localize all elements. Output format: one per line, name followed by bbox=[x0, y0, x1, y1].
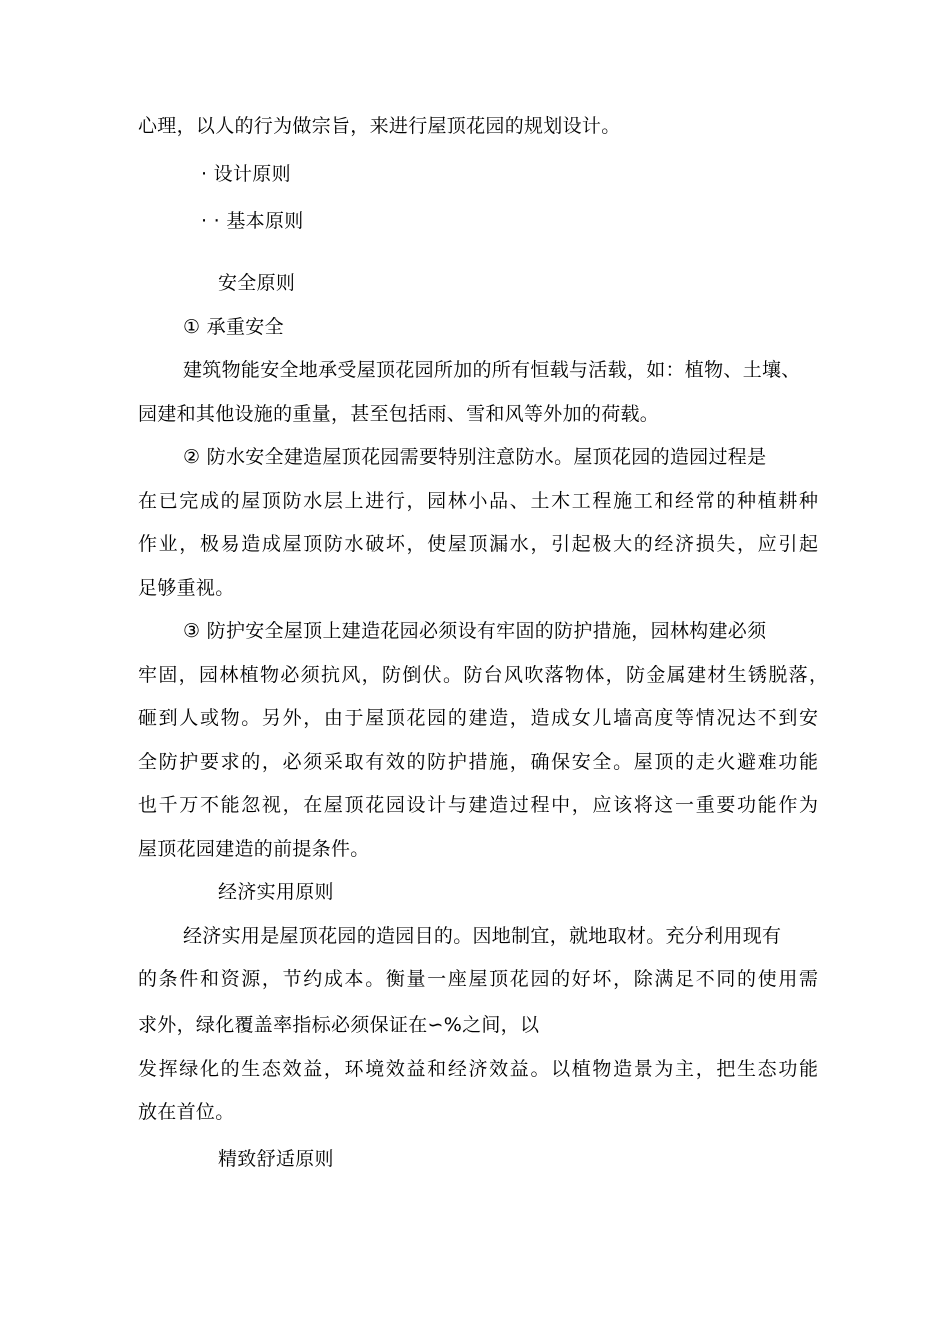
item1-line: 建筑物能安全地承受屋顶花园所加的所有恒载与活载，如：植物、土壤、 bbox=[183, 359, 801, 381]
item1-line: 园建和其他设施的重量，甚至包括雨、雪和风等外加的荷载。 bbox=[138, 403, 660, 425]
item2-line: ② 防水安全建造屋顶花园需要特别注意防水。屋顶花园的造园过程是 bbox=[183, 446, 767, 468]
heading-basic-principles: · · 基本原则 bbox=[201, 210, 304, 232]
item2-line: 在已完成的屋顶防水层上进行，园林小品、土木工程施工和经常的种植耕种 bbox=[138, 490, 818, 512]
heading-economy: 经济实用原则 bbox=[218, 881, 334, 903]
item3-line: 牢固，园林植物必须抗风，防倒伏。防台风吹落物体，防金属建材生锈脱落， bbox=[138, 664, 828, 686]
item3-line: 砸到人或物。另外，由于屋顶花园的建造，造成女儿墙高度等情况达不到安 bbox=[138, 707, 818, 729]
heading-comfort: 精致舒适原则 bbox=[218, 1148, 334, 1170]
heading-design-principles: · 设计原则 bbox=[201, 163, 291, 185]
item2-line: 足够重视。 bbox=[138, 577, 235, 599]
item2-line: 作业，极易造成屋顶防水破坏，使屋顶漏水，引起极大的经济损失，应引起 bbox=[138, 533, 818, 555]
item1-title: ① 承重安全 bbox=[183, 316, 284, 338]
economy-line: 发挥绿化的生态效益，环境效益和经济效益。以植物造景为主，把生态功能 bbox=[138, 1058, 818, 1080]
economy-line: 经济实用是屋顶花园的造园目的。因地制宜，就地取材。充分利用现有 bbox=[183, 925, 782, 947]
economy-line: 放在首位。 bbox=[138, 1101, 235, 1123]
economy-line: 求外，绿化覆盖率指标必须保证在∽%之间，以 bbox=[138, 1014, 540, 1036]
intro-line: 心理，以人的行为做宗旨，来进行屋顶花园的规划设计。 bbox=[138, 115, 621, 137]
economy-line: 的条件和资源，节约成本。衡量一座屋顶花园的好坏，除满足不同的使用需 bbox=[138, 968, 818, 990]
item3-line: 全防护要求的，必须采取有效的防护措施，确保安全。屋顶的走火避难功能 bbox=[138, 751, 818, 773]
item3-line: 屋顶花园建造的前提条件。 bbox=[138, 838, 370, 860]
item3-line: ③ 防护安全屋顶上建造花园必须设有牢固的防护措施，园林构建必须 bbox=[183, 620, 767, 642]
heading-safety: 安全原则 bbox=[218, 272, 296, 294]
item3-line: 也千万不能忽视，在屋顶花园设计与建造过程中，应该将这一重要功能作为 bbox=[138, 794, 818, 816]
